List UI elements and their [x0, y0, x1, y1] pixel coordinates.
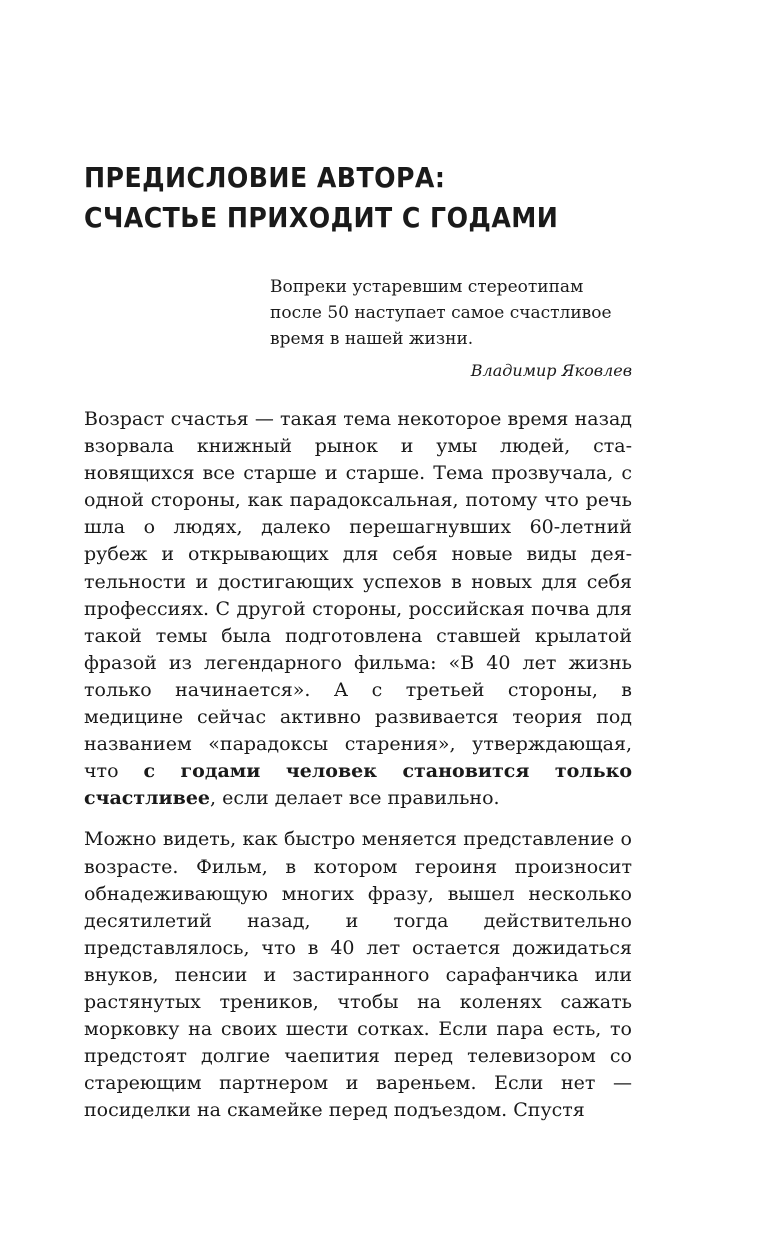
chapter-title [84, 158, 577, 238]
paragraph-1-text-after: , если делает все правильно. [210, 787, 500, 810]
chapter-title-line-2: СЧАСТЬЕ ПРИХОДИТ С ГОДАМИ [84, 201, 559, 234]
chapter-title-line-1: ПРЕДИСЛОВИЕ АВТОРА: [84, 161, 446, 194]
paragraph-1-text-before: Возраст счастья — такая тема некоторое время назад взорвала книжный рынок и умы людей, становящихся все старше и старше. Тема прозвучала, с одной стороны, как парадоксальная, потому что речь шла о людях, далеко перешагнувших 60-летний рубеж и открывающих для себя новые виды деятельности и достигающих успехов в новых для себя профессиях. С другой стороны, российская почва для такой темы была подготовлена ставшей крылатой фразой из легендарного фильма: «В 40 лет жизнь только начинается». А с третьей стороны, в медицине сейчас активно развивается теория под названием «парадоксы старения», утверждающая, что [84, 408, 632, 783]
paragraph-1-bold-phrase: с годами человек становится только счастливее [84, 760, 632, 810]
epigraph-author: Владимир Яковлев [470, 361, 632, 380]
paragraph-2: Можно видеть, как быстро меняется представление о возрасте. Фильм, в котором героиня произносит обнадеживающую многих фразу, вышел несколько десятилетий назад, и тогда действительно представлялось, что в 40 лет остается дожидаться внуков, пенсии и застиранного сарафанчика или растянутых треников, чтобы на коленях сажать морковку на своих шести сотках. Если пара есть, то предстоят долгие чаепития перед телевизором со стареющим партнером и вареньем. Если нет — посиделки на скамейке перед подъездом. Спустя [84, 828, 632, 1122]
epigraph [270, 274, 632, 382]
book-page [84, 158, 632, 1124]
epigraph-text: Вопреки устаревшим стереотипам после 50 наступает самое счастливое время в нашей жизни. [270, 277, 612, 349]
paragraph-1 [84, 406, 632, 812]
